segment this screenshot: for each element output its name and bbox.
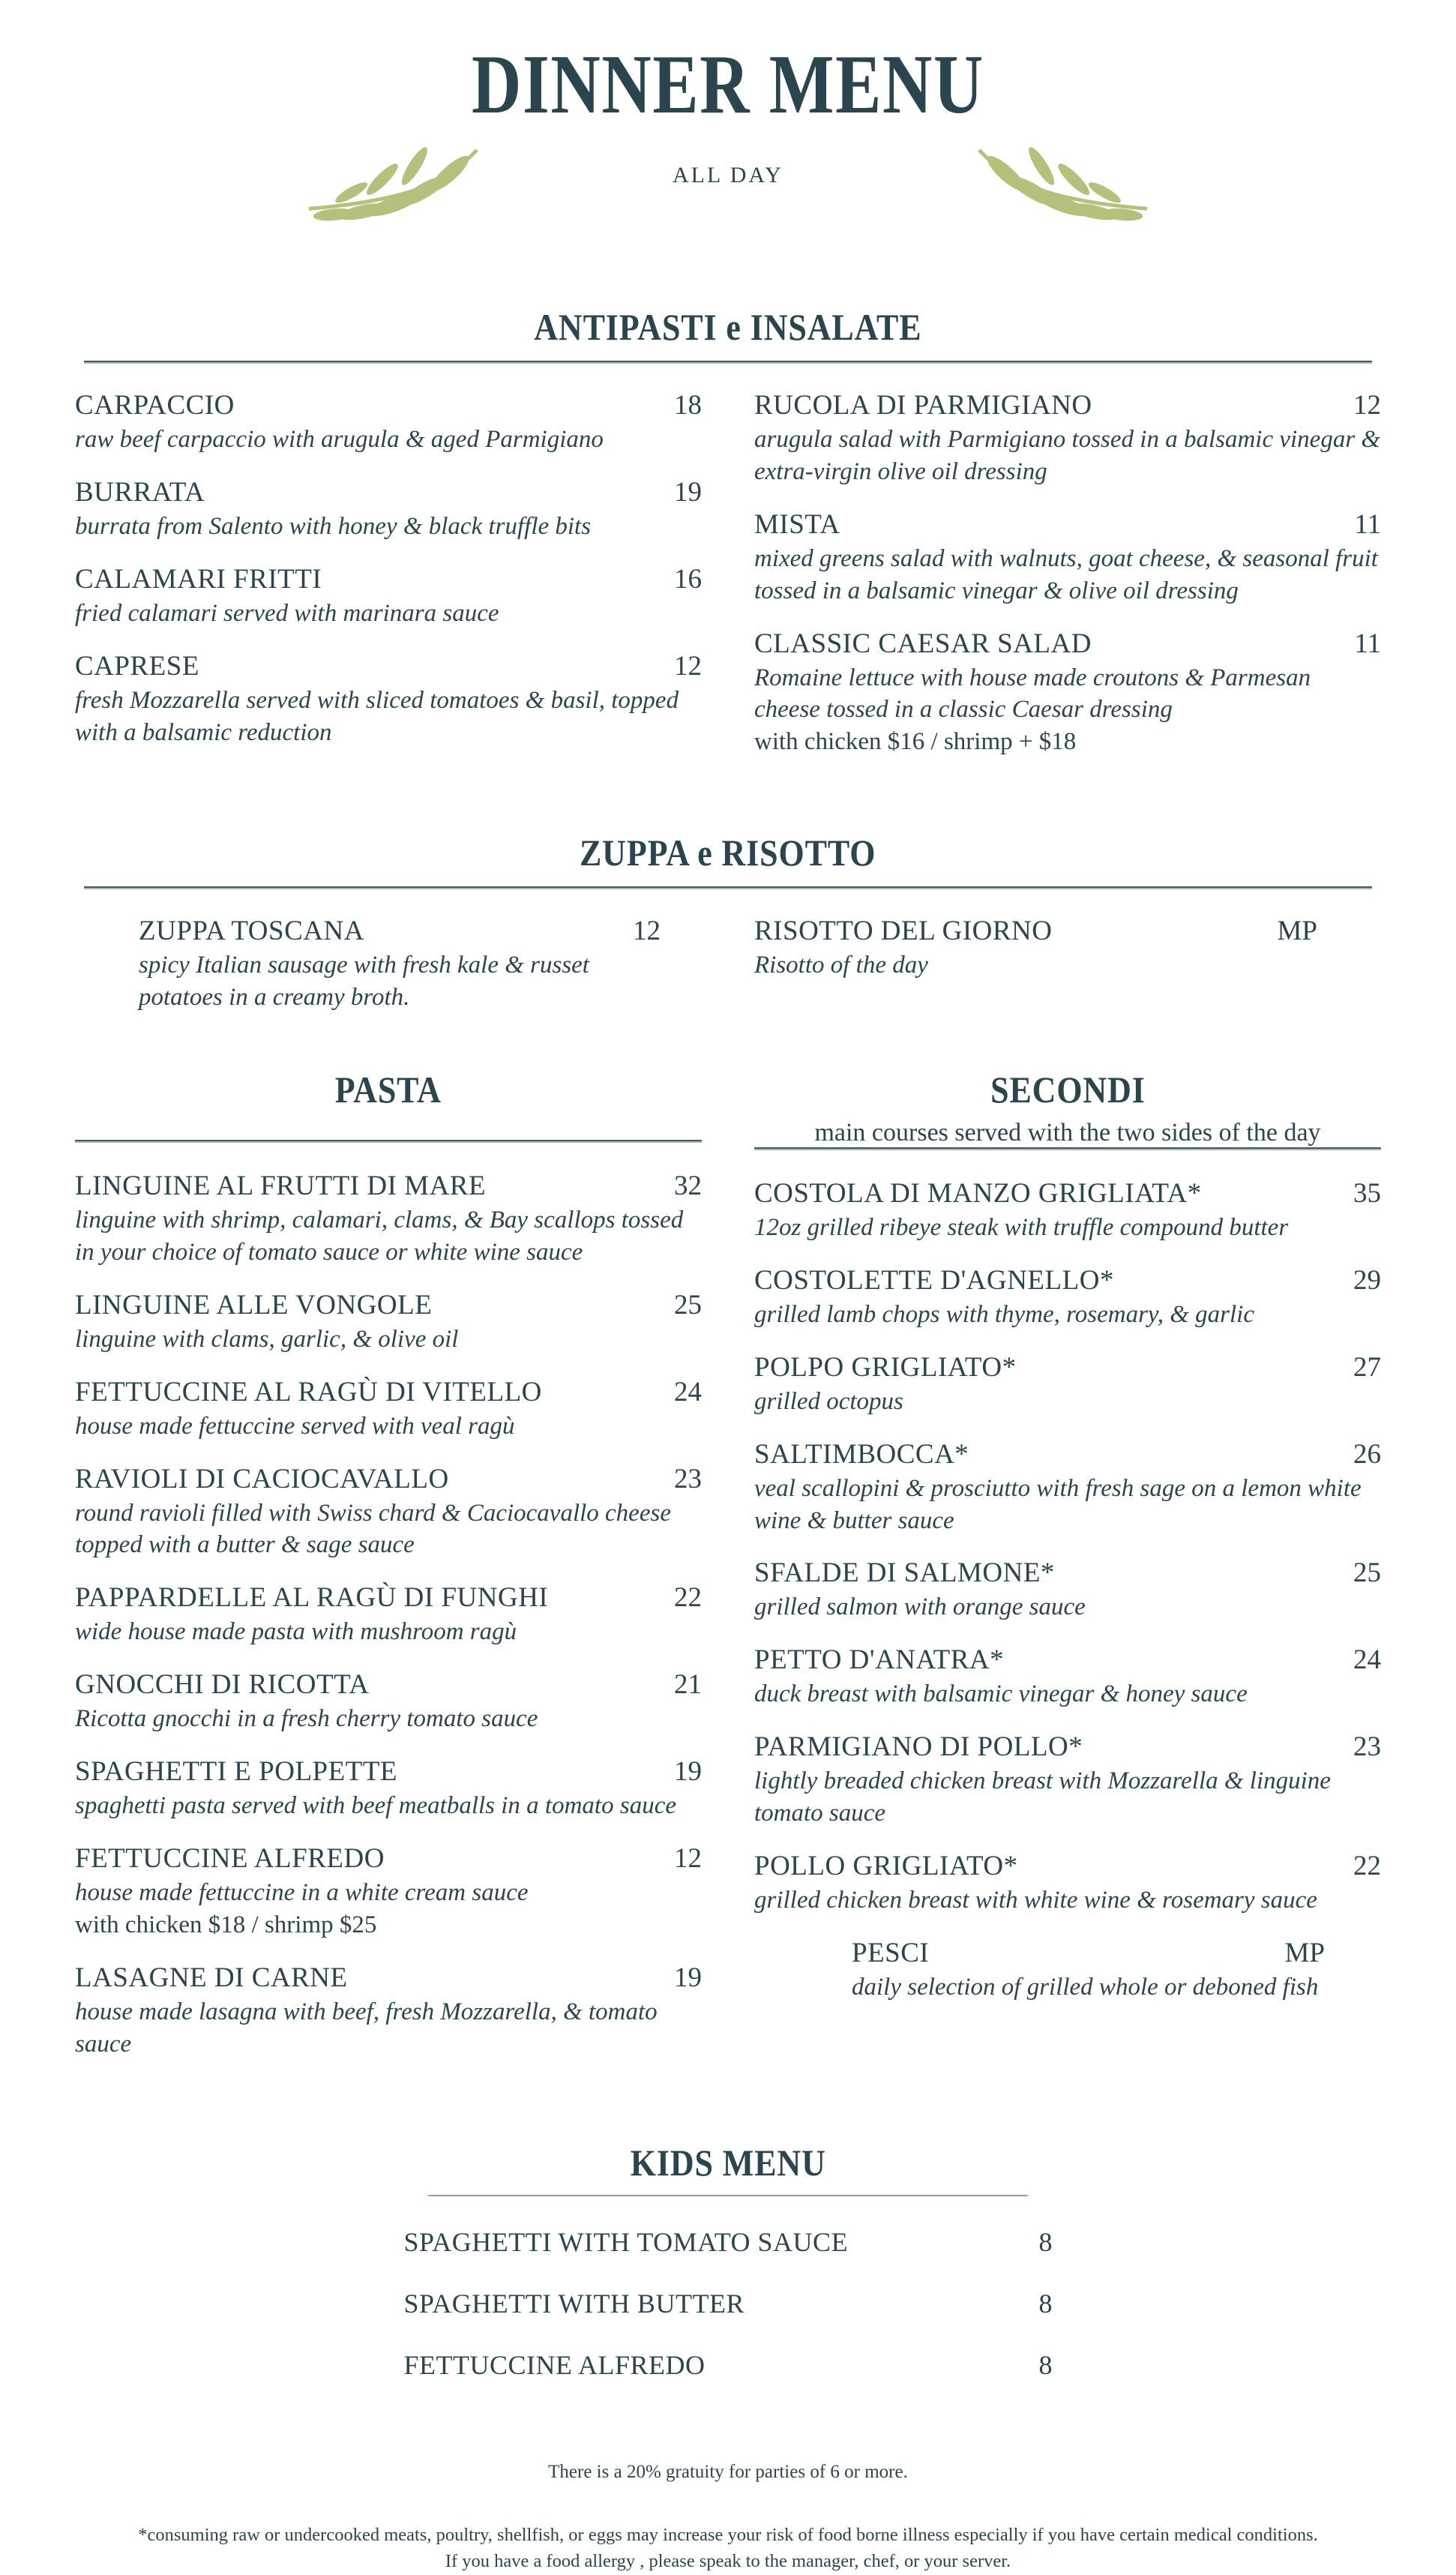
item-price: 11 — [1354, 628, 1381, 659]
item-name: CALAMARI FRITTI — [75, 563, 322, 595]
item-name: LINGUINE ALLE VONGOLE — [75, 1289, 433, 1320]
divider — [754, 1147, 1381, 1150]
item-name: SPAGHETTI WITH TOMATO SAUCE — [403, 2226, 849, 2257]
item-price: MP — [1284, 1937, 1325, 1968]
masthead — [75, 38, 1381, 236]
item-description: grilled chicken breast with white wine & rosemary sauce — [754, 1887, 1317, 1914]
page-title: DINNER MENU — [472, 38, 984, 131]
divider — [428, 2195, 1028, 2196]
antipasti-right-column — [754, 389, 1381, 778]
item-price: 32 — [674, 1171, 702, 1202]
item-price: 11 — [1354, 508, 1381, 540]
footer — [75, 2462, 1381, 2575]
menu-item — [75, 389, 702, 456]
item-price: 12 — [1353, 390, 1381, 421]
menu-item — [754, 389, 1381, 488]
gratuity-note: There is a 20% gratuity for parties of 6 or more. — [548, 2461, 908, 2482]
menu-item — [754, 1264, 1381, 1331]
item-description: duck breast with balsamic vinegar & honey sauce — [754, 1680, 1248, 1708]
item-name: SALTIMBOCCA* — [754, 1438, 969, 1470]
item-description: grilled octopus — [754, 1387, 903, 1415]
item-price: 21 — [674, 1669, 702, 1701]
item-name: POLPO GRIGLIATO* — [754, 1351, 1017, 1383]
section-secondi — [754, 1068, 1381, 2004]
menu-item — [754, 1177, 1381, 1244]
item-name: SPAGHETTI E POLPETTE — [75, 1756, 398, 1788]
item-price: 27 — [1353, 1351, 1381, 1383]
item-name: LINGUINE AL FRUTTI DI MARE — [75, 1171, 487, 1202]
menu-item — [754, 1850, 1381, 1917]
section-antipasti — [75, 305, 1381, 778]
item-description: house made fettuccine served with veal ragù — [75, 1412, 515, 1440]
item-price: 12 — [674, 1843, 702, 1875]
item-price: MP — [1277, 916, 1317, 947]
item-name: GNOCCHI DI RICOTTA — [75, 1669, 370, 1701]
item-addon: with chicken $18 / shrimp $25 — [75, 1911, 377, 1938]
disclaimer-note — [75, 2522, 1381, 2575]
item-name: POLLO GRIGLIATO* — [754, 1851, 1018, 1882]
item-name: COSTOLETTE D'AGNELLO* — [754, 1264, 1114, 1296]
item-description: arugula salad with Parmigiano tossed in a balsamic vinegar & extra-virgin olive oil dressing — [754, 426, 1381, 485]
item-price: 26 — [1353, 1438, 1381, 1470]
menu-item — [404, 2226, 1053, 2258]
item-price: 23 — [674, 1463, 702, 1494]
item-name: MISTA — [754, 508, 840, 540]
item-description: mixed greens salad with walnuts, goat cheese, & seasonal fruit tossed in a balsamic vinegar & olive oil dressing — [754, 544, 1378, 604]
item-price: 19 — [674, 476, 702, 508]
section-secondi-heading: SECONDI — [990, 1069, 1146, 1111]
item-name: LASAGNE DI CARNE — [75, 1962, 348, 1993]
allergy-line: If you have a food allergy , please speak to the manager, chef, or your server. — [445, 2551, 1011, 2572]
item-description: veal scallopini & prosciutto with fresh sage on a lemon white wine & butter sauce — [754, 1474, 1362, 1534]
item-name: FETTUCCINE AL RAGÙ DI VITELLO — [75, 1376, 542, 1407]
item-name: CLASSIC CAESAR SALAD — [754, 628, 1092, 659]
menu-item — [754, 1644, 1381, 1710]
item-price: 35 — [1353, 1178, 1381, 1210]
menu-item-pesci — [852, 1937, 1325, 2004]
section-main — [75, 1068, 1381, 2081]
item-description: spaghetti pasta served with beef meatballs in a tomato sauce — [75, 1792, 676, 1820]
item-name: PESCI — [852, 1937, 930, 1968]
menu-item — [75, 650, 702, 749]
item-price: 19 — [674, 1962, 702, 1993]
item-description: daily selection of grilled whole or deboned fish — [852, 1973, 1319, 2001]
item-name: BURRATA — [75, 476, 205, 508]
item-description: house made lasagna with beef, fresh Mozzarella, & tomato sauce — [75, 1998, 658, 2058]
item-price: 18 — [674, 390, 702, 421]
antipasti-left-column — [75, 389, 702, 769]
menu-item — [75, 1170, 702, 1269]
item-name: FETTUCCINE ALFREDO — [75, 1843, 385, 1875]
page-subtitle: ALL DAY — [673, 162, 783, 187]
item-price: 25 — [674, 1289, 702, 1320]
menu-item — [754, 1557, 1381, 1623]
menu-item — [754, 1438, 1381, 1537]
item-description: raw beef carpaccio with arugula & aged Parmigiano — [75, 426, 604, 453]
section-zuppa — [75, 831, 1381, 1014]
item-price: 16 — [674, 563, 702, 595]
menu-item — [75, 1668, 702, 1735]
item-price: 8 — [1038, 2288, 1053, 2319]
item-description: fresh Mozzarella served with sliced tomatoes & basil, topped with a balsamic reduction — [75, 686, 679, 746]
divider — [84, 361, 1372, 364]
divider — [75, 1140, 702, 1143]
item-name: PARMIGIANO DI POLLO* — [754, 1731, 1083, 1763]
item-name: SPAGHETTI WITH BUTTER — [403, 2288, 744, 2319]
menu-item — [754, 508, 1381, 607]
disclaimer-line: *consuming raw or undercooked meats, poultry, shellfish, or eggs may increase your risk of food borne illness especially if you have certain medical conditions. — [138, 2524, 1318, 2545]
item-name: RUCOLA DI PARMIGIANO — [754, 390, 1092, 421]
item-description: wide house made pasta with mushroom ragù — [75, 1618, 517, 1646]
item-description: Ricotta gnocchi in a fresh cherry tomato sauce — [75, 1705, 538, 1733]
menu-item — [754, 1731, 1381, 1830]
menu-item — [75, 1289, 702, 1356]
menu-item — [754, 1351, 1381, 1418]
menu-item — [139, 915, 661, 1014]
menu-item — [75, 476, 702, 543]
item-description: fried calamari served with marinara sauce — [75, 599, 499, 627]
item-price: 22 — [1353, 1851, 1381, 1882]
olive-branch-icon — [975, 137, 1152, 236]
item-price: 24 — [1353, 1644, 1381, 1676]
item-description: spicy Italian sausage with fresh kale & russet potatoes in a creamy broth. — [139, 952, 589, 1012]
item-price: 8 — [1038, 2349, 1053, 2380]
item-price: 8 — [1038, 2226, 1053, 2257]
item-name: SFALDE DI SALMONE* — [754, 1557, 1055, 1589]
item-description: round ravioli filled with Swiss chard & Caciocavallo cheese topped with a butter & sage sauce — [75, 1499, 671, 1559]
menu-item — [75, 563, 702, 630]
item-description: linguine with clams, garlic, & olive oil — [75, 1325, 459, 1353]
section-zuppa-heading: ZUPPA e RISOTTO — [580, 832, 876, 874]
item-name: PETTO D'ANATRA* — [754, 1644, 1005, 1676]
section-kids — [75, 2141, 1381, 2381]
item-name: COSTOLA DI MANZO GRIGLIATA* — [754, 1178, 1202, 1210]
item-price: 23 — [1353, 1731, 1381, 1763]
item-description: grilled salmon with orange sauce — [754, 1593, 1086, 1621]
menu-item — [75, 1581, 702, 1648]
item-description: Romaine lettuce with house made croutons & Parmesan cheese tossed in a classic Caesar dressing — [754, 664, 1311, 724]
item-name: ZUPPA TOSCANA — [139, 916, 364, 947]
menu-item — [75, 1842, 702, 1941]
menu-item — [75, 1376, 702, 1443]
menu-item — [75, 1463, 702, 1562]
divider — [84, 886, 1372, 889]
item-name: RAVIOLI DI CACIOCAVALLO — [75, 1463, 449, 1494]
item-name: FETTUCCINE ALFREDO — [403, 2349, 706, 2380]
item-description: 12oz grilled ribeye steak with truffle compound butter — [754, 1214, 1289, 1242]
item-price: 12 — [674, 650, 702, 682]
item-price: 29 — [1353, 1264, 1381, 1296]
section-pasta — [75, 1068, 702, 2081]
menu-item — [754, 628, 1381, 759]
section-antipasti-heading: ANTIPASTI e INSALATE — [534, 306, 922, 348]
olive-branch-icon — [304, 137, 481, 236]
item-description: linguine with shrimp, calamari, clams, & Bay scallops tossed in your choice of tomato sauce or white wine sauce — [75, 1207, 684, 1266]
section-pasta-heading: PASTA — [334, 1069, 442, 1111]
menu-item — [75, 1962, 702, 2061]
item-description: lightly breaded chicken breast with Mozzarella & linguine tomato sauce — [754, 1767, 1331, 1827]
item-description: burrata from Salento with honey & black truffle bits — [75, 512, 592, 540]
item-name: PAPPARDELLE AL RAGÙ DI FUNGHI — [75, 1582, 549, 1614]
item-description: Risotto of the day — [754, 952, 928, 979]
item-price: 24 — [674, 1376, 702, 1407]
item-description: grilled lamb chops with thyme, rosemary, & garlic — [754, 1300, 1254, 1328]
section-secondi-subheading: main courses served with the two sides of the day — [814, 1119, 1321, 1147]
item-name: CARPACCIO — [75, 390, 235, 421]
section-kids-heading: KIDS MENU — [630, 2141, 826, 2184]
item-name: CAPRESE — [75, 650, 199, 682]
menu-item — [75, 1755, 702, 1822]
item-addon: with chicken $16 / shrimp + $18 — [754, 728, 1077, 756]
item-price: 25 — [1353, 1557, 1381, 1589]
menu-item — [754, 915, 1317, 982]
item-name: RISOTTO DEL GIORNO — [754, 916, 1053, 947]
item-price: 22 — [674, 1582, 702, 1614]
menu-item — [404, 2288, 1053, 2319]
item-price: 12 — [633, 916, 661, 947]
item-price: 19 — [674, 1756, 702, 1788]
menu-item — [404, 2349, 1053, 2381]
item-description: house made fettuccine in a white cream sauce — [75, 1879, 529, 1907]
